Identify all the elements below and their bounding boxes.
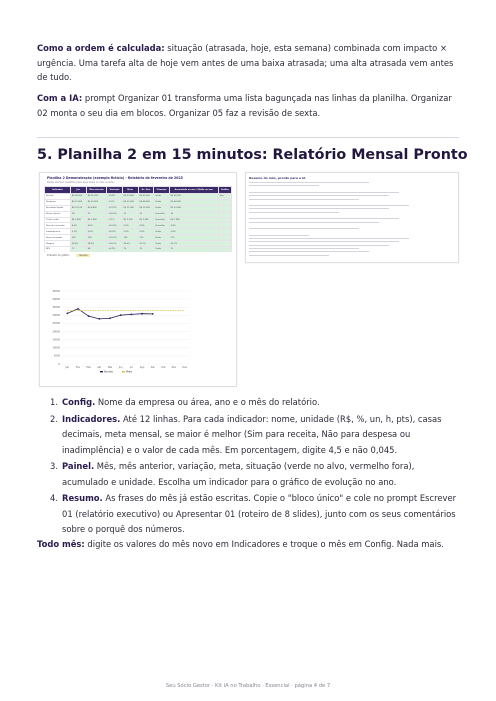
chart-x-tick-label: Out xyxy=(161,366,166,369)
sheet-cell: Sim xyxy=(218,194,231,200)
summary-text-line xyxy=(249,208,389,209)
sheet-cell: 4,0% xyxy=(86,223,107,229)
chart-legend-swatch xyxy=(100,371,103,372)
closing-text: digite os valores do mês novo em Indicadores e troque o mês em Config. Nada mais. xyxy=(84,539,444,549)
intro-paragraph-order xyxy=(37,41,461,85)
summary-text-line xyxy=(249,212,339,213)
summary-text-line xyxy=(249,185,319,186)
chart-x-tick-label: Jun xyxy=(118,366,123,369)
sheet-cell: R$ 12.100 xyxy=(70,205,86,211)
page-footer: Seu Sócio Gestor · Kit IA no Trabalho · Essencial · página 4 de 7 xyxy=(165,683,331,689)
sheet-cell: R$ 22.000 xyxy=(122,199,138,205)
sheet-cell: Verde xyxy=(154,194,169,200)
sheet-cell: R$ 2.000 xyxy=(122,217,138,223)
sheet-header-cell: Gráfico xyxy=(218,187,231,194)
chart-point xyxy=(130,313,132,315)
sheet-cell: R$ 20.900 xyxy=(138,205,154,211)
sheet-cell: -2,2% xyxy=(107,199,122,205)
sheet-header-cell: Acumulado no ano / Média no ano xyxy=(169,187,218,194)
step-text: As frases do mês já estão escritas. Copie o "bloco único" e cole no prompt Escrever 01 (relatório executivo) ou Apresentar 01 (roteiro de 8 slides), junto com os seus comentários sobre o porquê dos números. xyxy=(62,493,457,534)
sheet-cell: R$ 31.200 xyxy=(86,194,107,200)
summary-text-line xyxy=(249,222,379,223)
intro-ai-label: Com a IA: xyxy=(37,93,83,103)
sheet-cell: 4,5% xyxy=(70,223,86,229)
summary-text-line xyxy=(249,241,399,242)
chart-point xyxy=(152,313,154,315)
sheet-cell: R$ 20.900 xyxy=(169,205,218,211)
summary-text-line xyxy=(249,195,389,196)
chart-indicator-row xyxy=(47,254,90,257)
sheet-cell: 2,5% xyxy=(122,229,138,235)
chart-x-tick-label: Set xyxy=(150,366,155,369)
sheet-cell: Despesas xyxy=(45,199,71,205)
chart-legend-label: Receita xyxy=(104,370,113,374)
intro-ai-text: prompt Organizar 01 transforma uma lista bagunçada nas linhas da planilha. Organizar 02 monta o seu dia em blocos. Organizar 05 faz a revisão de sexta. xyxy=(37,93,452,118)
sheet-cell: 33 xyxy=(138,211,154,217)
summary-text-line xyxy=(249,199,359,200)
sheet-title: Planilha 2 Demonstração (exemplo fictício) - Relatório de fevereiro de 2025 xyxy=(47,176,183,180)
sheet-cell: 4,3% xyxy=(138,223,154,229)
step-title: Indicadores. xyxy=(62,413,121,424)
sheet-table-wrap xyxy=(44,186,232,252)
step-item xyxy=(42,491,462,538)
chart-point xyxy=(77,308,79,310)
sheet-cell: R$ 1.985 xyxy=(138,217,154,223)
chart-x-tick-label: Jul xyxy=(129,366,133,369)
sheet-cell: 140 xyxy=(122,235,138,241)
chart-indicator-label: Indicador do gráfico: xyxy=(47,254,70,257)
sheet-cell: 270 xyxy=(138,235,154,241)
sheet-cell: -30,0% xyxy=(107,229,122,235)
closing-label: Todo mês: xyxy=(37,539,85,549)
summary-text-line xyxy=(249,255,329,256)
sheet-cell: Resultado líquido xyxy=(45,205,71,211)
sheet-body xyxy=(45,194,232,253)
step-item xyxy=(42,395,462,411)
sheet-cell: 32,1% xyxy=(169,241,218,247)
sheet-cell: 3,0% xyxy=(86,229,107,235)
chart-y-tick-label: 0 xyxy=(58,362,60,366)
chart-x-tick-label: Dez xyxy=(182,366,187,369)
sheet-cell: 35,6% xyxy=(70,241,86,247)
sheet-cell: +12,5% xyxy=(107,223,122,229)
intro-paragraph-ai xyxy=(37,91,461,120)
chart-y-tick-label: 25000 xyxy=(52,322,60,326)
chart-y-tick-label: 5000 xyxy=(53,354,60,358)
step-text: Nome da empresa ou área, ano e o mês do relatório. xyxy=(95,397,320,407)
step-number: 2. xyxy=(50,413,58,424)
chart-legend-swatch xyxy=(122,371,125,372)
chart-point xyxy=(88,315,90,317)
summary-screenshot xyxy=(245,172,459,263)
chart-indicator-value: Receita xyxy=(76,254,90,257)
chart-y-tick-label: 40000 xyxy=(52,297,60,301)
intro-order-text: situação (atrasada, hoje, esta semana) combinada com impacto × urgência. Uma tarefa alta de hoje vem antes de uma baixa atrasada; uma alta atrasada vem antes de tudo. xyxy=(37,43,454,82)
sheet-cell: R$ 33.000 xyxy=(122,194,138,200)
sheet-cell: Verde xyxy=(154,235,169,241)
sheet-cell: Verde xyxy=(154,205,169,211)
chart-y-tick-label: 45000 xyxy=(52,289,60,293)
chart-y-tick-label: 30000 xyxy=(52,314,60,318)
sheet-cell: +10,9% xyxy=(107,235,122,241)
summary-text-line xyxy=(249,245,389,246)
chart-y-tick-label: 35000 xyxy=(52,306,60,310)
sheet-table xyxy=(44,186,232,252)
sheet-cell: 70 xyxy=(169,247,218,252)
summary-title: Resumo do mês, pronto para a IA xyxy=(249,176,306,180)
sheet-cell: 4,3% xyxy=(169,223,218,229)
sheet-cell: R$ 44.300 xyxy=(138,199,154,205)
step-number: 3. xyxy=(50,461,58,471)
sheet-cell: Verde xyxy=(154,241,169,247)
chart-x-tick-label: Ago xyxy=(139,366,145,369)
sheet-header-cell: Jan xyxy=(70,187,86,194)
sheet-header-cell: Variação xyxy=(107,187,122,194)
sheet-cell: 70 xyxy=(138,247,154,252)
chart-legend-label: Meta xyxy=(126,370,132,374)
summary-text-line xyxy=(249,235,309,236)
sheet-header-cell: Meta xyxy=(122,187,138,194)
sheet-cell: Vermelho xyxy=(154,217,169,223)
section-title: 5. Planilha 2 em 15 minutos: Relatório Mensal Pronto xyxy=(37,147,468,163)
sheet-cell: R$ 34.000 xyxy=(70,194,86,200)
summary-text-line xyxy=(249,248,359,249)
sheet-cell: Novos clientes xyxy=(45,211,71,217)
summary-text-line xyxy=(249,182,369,183)
sheet-cell: Verde xyxy=(154,199,169,205)
step-text: Mês, mês anterior, variação, meta, situação (verde no alvo, vermelho fora), acumulado e unidade. Escolha um indicador para o gráfico de evolução no ano. xyxy=(62,461,415,487)
chart-y-tick-label: 10000 xyxy=(52,346,60,350)
summary-text-line xyxy=(249,205,409,206)
summary-text-line xyxy=(249,218,399,219)
sheet-cell: R$ 2.080 xyxy=(86,217,107,223)
sheet-cell: R$ 1.890 xyxy=(70,217,86,223)
sheet-cell: R$ 22.400 xyxy=(86,199,107,205)
sheet-subtitle: Dados exemplo. Substitua pelos seus dados no mês corrente. xyxy=(47,181,115,184)
sheet-row xyxy=(45,247,232,252)
sheet-cell: +37,5% xyxy=(107,205,122,211)
sheet-cell: Verde xyxy=(154,229,169,235)
step-item xyxy=(42,459,462,490)
sheet-cell: R$ 21.900 xyxy=(70,199,86,205)
sheet-header-cell: Situação xyxy=(154,187,169,194)
sheet-cell: +9,0% xyxy=(107,194,122,200)
step-text: Até 12 linhas. Para cada indicador: nome, unidade (R$, %, un, h, pts), casas decimais, meta mensal, se maior é melhor (Sim para receita, Não para despesa ou inadimplência) e o valor de cada mês. Em porcentagem, digite 4,5 e não 0,045. xyxy=(62,413,442,455)
step-number: 4. xyxy=(50,493,58,503)
sheet-cell: 72 xyxy=(70,247,86,252)
sheet-header-row xyxy=(45,187,232,194)
summary-text-line xyxy=(249,238,409,239)
chart-point xyxy=(98,318,100,320)
chart-x-tick-label: Mai xyxy=(107,366,113,369)
sheet-cell: 2,1% xyxy=(70,229,86,235)
step-title: Painel. xyxy=(62,461,95,471)
chart-x-tick-label: Fev xyxy=(75,366,81,369)
step-title: Resumo. xyxy=(62,493,103,503)
spreadsheet-screenshot xyxy=(39,172,237,387)
sheet-cell: 28,2% xyxy=(86,241,107,247)
sheet-cell: R$ 1.985 xyxy=(169,217,218,223)
sheet-cell: +20,0% xyxy=(107,211,122,217)
sheet-cell: 2,6% xyxy=(169,229,218,235)
sheet-cell: R$ 11.000 xyxy=(122,205,138,211)
chart-point xyxy=(120,314,122,316)
chart-point xyxy=(66,312,68,314)
chart-y-tick-label: 15000 xyxy=(52,338,60,342)
step-number: 1. xyxy=(50,397,58,407)
sheet-cell: R$ 8.800 xyxy=(86,205,107,211)
sheet-cell: R$ 65.200 xyxy=(169,194,218,200)
steps-list xyxy=(42,395,462,539)
intro-order-label: Como a ordem é calculada: xyxy=(37,43,165,53)
sheet-cell: +26,2% xyxy=(107,241,122,247)
sheet-cell: 33 xyxy=(169,211,218,217)
sheet-cell: 5,0% xyxy=(122,223,138,229)
sheet-cell: 32,1% xyxy=(138,241,154,247)
sheet-cell: 70 xyxy=(122,247,138,252)
sheet-cell: +5,9% xyxy=(107,247,122,252)
sheet-cell: 18 xyxy=(70,211,86,217)
sheet-cell: Receita xyxy=(45,194,71,200)
summary-text-line xyxy=(249,251,369,252)
sheet-cell: 68 xyxy=(86,247,107,252)
chart-point xyxy=(109,317,111,319)
sheet-cell: Vermelho xyxy=(154,211,169,217)
sheet-cell: 142 xyxy=(70,235,86,241)
sheet-header-cell: Mês anterior xyxy=(86,187,107,194)
sheet-cell: Margem xyxy=(45,241,71,247)
step-item xyxy=(42,412,462,459)
sheet-cell: 270 xyxy=(169,235,218,241)
sheet-cell: 20 xyxy=(122,211,138,217)
sheet-cell: R$ 44.300 xyxy=(169,199,218,205)
summary-text-line xyxy=(249,228,359,229)
sheet-cell: 128 xyxy=(86,235,107,241)
chart-x-tick-label: Nov xyxy=(171,366,177,369)
sheet-cell xyxy=(218,247,231,252)
sheet-cell: Ticket médio xyxy=(45,217,71,223)
chart-point xyxy=(141,313,143,315)
section-divider xyxy=(37,137,459,138)
closing-paragraph xyxy=(37,537,461,552)
sheet-cell: 33,0% xyxy=(122,241,138,247)
sheet-cell: R$ 65.200 xyxy=(138,194,154,200)
sheet-header-cell: Indicador xyxy=(45,187,71,194)
sheet-cell: Verde xyxy=(154,247,169,252)
sheet-cell: 2,6% xyxy=(138,229,154,235)
chart-y-tick-label: 20000 xyxy=(52,330,60,334)
sheet-cell: Taxa de conversão xyxy=(45,223,71,229)
summary-text-line xyxy=(249,192,399,193)
sheet-cell: Inadimplência xyxy=(45,229,71,235)
chart-x-tick-label: Mar xyxy=(86,366,91,369)
chart-x-tick-label: Jan xyxy=(65,366,70,369)
step-title: Config. xyxy=(62,397,96,407)
sheet-cell: -9,1% xyxy=(107,217,122,223)
sheet-cell: Horas faturadas xyxy=(45,235,71,241)
sheet-cell: NPS xyxy=(45,247,71,252)
evolution-chart xyxy=(40,286,236,386)
chart-x-tick-label: Abr xyxy=(97,366,102,369)
sheet-cell: Vermelho xyxy=(154,223,169,229)
sheet-header-cell: Ac. Ano xyxy=(138,187,154,194)
sheet-cell: 15 xyxy=(86,211,107,217)
